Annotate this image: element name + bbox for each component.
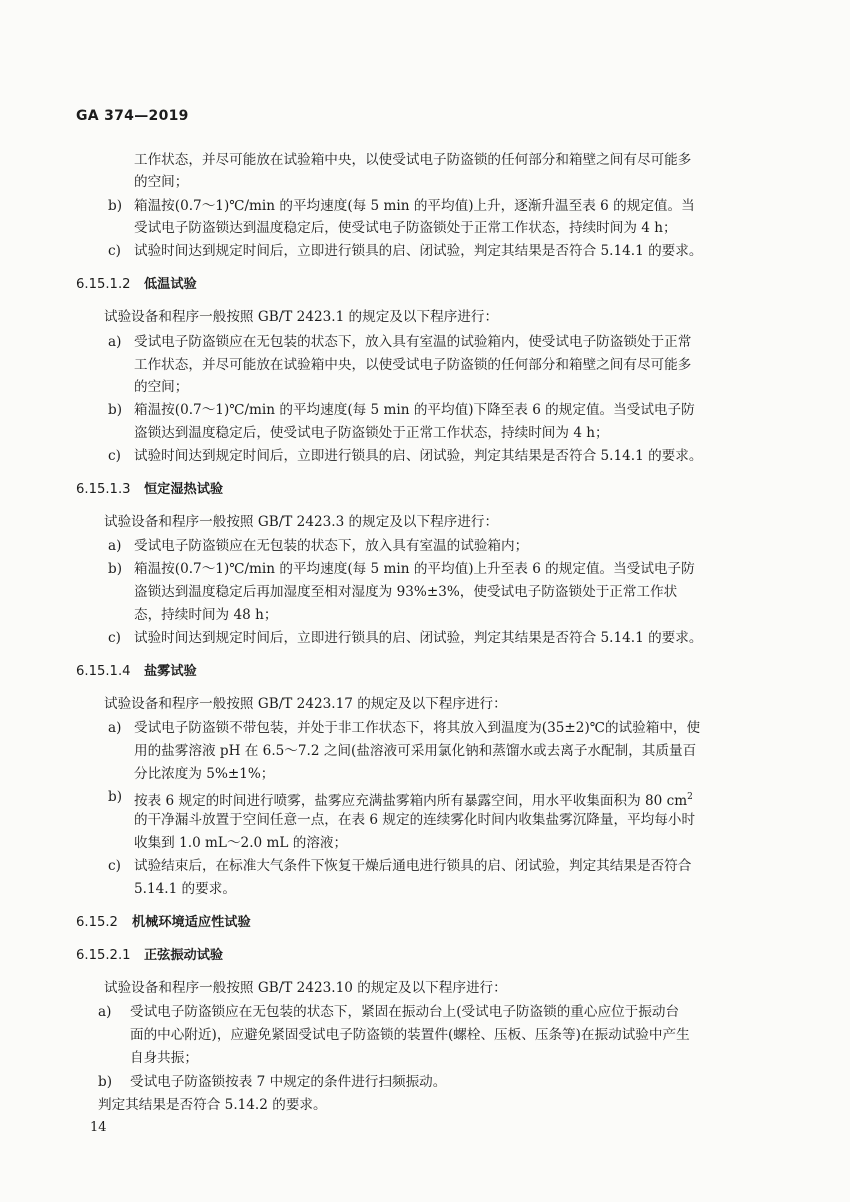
paragraph-line: 试验时间达到规定时间后，立即进行锁具的启、闭试验，判定其结果是否符合 5.14.1 的要求。 <box>134 630 703 646</box>
list-marker: b) <box>108 198 123 214</box>
list-marker: a) <box>108 334 122 350</box>
superscript: 2 <box>687 792 693 802</box>
list-marker: b) <box>108 561 123 577</box>
section-heading <box>76 275 197 295</box>
paragraph-line: 自身共振； <box>130 1050 198 1066</box>
conclusion-line: 判定其结果是否符合 5.14.2 的要求。 <box>98 1097 327 1113</box>
section-number: 6.15.2 <box>76 915 118 930</box>
paragraph-line: 试验结束后，在标准大气条件下恢复干燥后通电进行锁具的启、闭试验，判定其结果是否符合 <box>134 858 692 874</box>
list-marker: a) <box>98 1004 112 1020</box>
paragraph-text: 按表 6 规定的时间进行喷雾，盐雾应充满盐雾箱内所有暴露空间，用水平收集面积为 80 cm <box>134 793 688 809</box>
paragraph-line: 5.14.1 的要求。 <box>134 881 236 897</box>
paragraph-line: 试验设备和程序一般按照 GB/T 2423.10 的规定及以下程序进行： <box>104 980 507 996</box>
section-number: 6.15.1.2 <box>76 277 131 292</box>
paragraph-line: 的干净漏斗放置于空间任意一点，在表 6 规定的连续雾化时间内收集盐雾沉降量，平均每小时 <box>134 812 696 828</box>
paragraph-line: 受试电子防盗锁不带包装，并处于非工作状态下，将其放入到温度为(35±2)℃的试验箱中，使 <box>134 720 701 736</box>
section-number: 6.15.2.1 <box>76 948 131 963</box>
list-marker: b) <box>98 1074 113 1090</box>
section-title: 机械环境适应性试验 <box>132 915 251 930</box>
paragraph-line: 的空间； <box>134 174 189 190</box>
list-marker: c) <box>108 630 121 646</box>
paragraph-line: 盗锁达到温度稳定后再加湿度至相对湿度为 93%±3%，使受试电子防盗锁处于正常工作状 <box>134 584 678 600</box>
paragraph-line: 受试电子防盗锁达到温度稳定后，使受试电子防盗锁处于正常工作状态，持续时间为 4 h； <box>134 220 677 236</box>
paragraph-line <box>134 787 693 811</box>
section-heading <box>76 480 223 500</box>
list-marker: c) <box>108 243 121 259</box>
section-title: 恒定湿热试验 <box>144 482 224 497</box>
list-marker: a) <box>108 720 122 736</box>
paragraph-line: 箱温按(0.7～1)℃/min 的平均速度(每 5 min 的平均值)下降至表 6 的规定值。当受试电子防 <box>134 402 695 418</box>
paragraph-line: 试验设备和程序一般按照 GB/T 2423.1 的规定及以下程序进行： <box>104 309 499 325</box>
paragraph-line: 试验时间达到规定时间后，立即进行锁具的启、闭试验，判定其结果是否符合 5.14.1 的要求。 <box>134 448 703 464</box>
list-marker: a) <box>108 538 122 554</box>
paragraph-line: 分比浓度为 5%±1%； <box>134 766 275 782</box>
list-marker: c) <box>108 448 121 464</box>
paragraph-line: 用的盐雾溶液 pH 在 6.5～7.2 之间(盐溶液可采用氯化钠和蒸馏水或去离子水配制，其质量百 <box>134 743 697 759</box>
section-number: 6.15.1.3 <box>76 482 131 497</box>
paragraph-line: 试验设备和程序一般按照 GB/T 2423.3 的规定及以下程序进行： <box>104 514 499 530</box>
paragraph-line: 试验设备和程序一般按照 GB/T 2423.17 的规定及以下程序进行： <box>104 696 507 712</box>
paragraph-line: 受试电子防盗锁按表 7 中规定的条件进行扫频振动。 <box>130 1074 447 1090</box>
paragraph-line: 的空间； <box>134 379 189 395</box>
list-marker: c) <box>108 858 121 874</box>
paragraph-line: 面的中心附近)，应避免紧固受试电子防盗锁的装置件(螺栓、压板、压条等)在振动试验中产生 <box>130 1027 690 1043</box>
section-title: 盐雾试验 <box>144 664 197 679</box>
paragraph-line: 收集到 1.0 mL～2.0 mL 的溶液； <box>134 835 348 851</box>
paragraph-line: 试验时间达到规定时间后，立即进行锁具的启、闭试验，判定其结果是否符合 5.14.1 的要求。 <box>134 243 703 259</box>
standard-code-header: GA 374—2019 <box>76 108 189 124</box>
paragraph-line: 工作状态，并尽可能放在试验箱中央，以使受试电子防盗锁的任何部分和箱壁之间有尽可能多 <box>134 357 692 373</box>
section-title: 正弦振动试验 <box>144 948 224 963</box>
section-heading <box>76 946 223 966</box>
section-heading <box>76 662 197 682</box>
list-marker: b) <box>108 402 123 418</box>
paragraph-line: 箱温按(0.7～1)℃/min 的平均速度(每 5 min 的平均值)上升，逐渐升温至表 6 的规定值。当 <box>134 198 695 214</box>
section-heading <box>76 913 251 933</box>
section-title: 低温试验 <box>144 277 197 292</box>
list-marker: b) <box>108 789 123 805</box>
paragraph-line: 工作状态，并尽可能放在试验箱中央，以使受试电子防盗锁的任何部分和箱壁之间有尽可能多 <box>134 152 692 168</box>
paragraph-line: 盗锁达到温度稳定后，使受试电子防盗锁处于正常工作状态，持续时间为 4 h； <box>134 425 609 441</box>
paragraph-line: 受试电子防盗锁应在无包装的状态下，放入具有室温的试验箱内； <box>134 538 529 554</box>
paragraph-line: 受试电子防盗锁应在无包装的状态下，放入具有室温的试验箱内，使受试电子防盗锁处于正常 <box>134 334 692 350</box>
page-number: 14 <box>90 1120 107 1135</box>
section-number: 6.15.1.4 <box>76 664 131 679</box>
paragraph-line: 受试电子防盗锁应在无包装的状态下，紧固在振动台上(受试电子防盗锁的重心应位于振动台 <box>130 1004 680 1020</box>
paragraph-line: 态，持续时间为 48 h； <box>134 607 278 623</box>
paragraph-line: 箱温按(0.7～1)℃/min 的平均速度(每 5 min 的平均值)上升至表 6 的规定值。当受试电子防 <box>134 561 695 577</box>
